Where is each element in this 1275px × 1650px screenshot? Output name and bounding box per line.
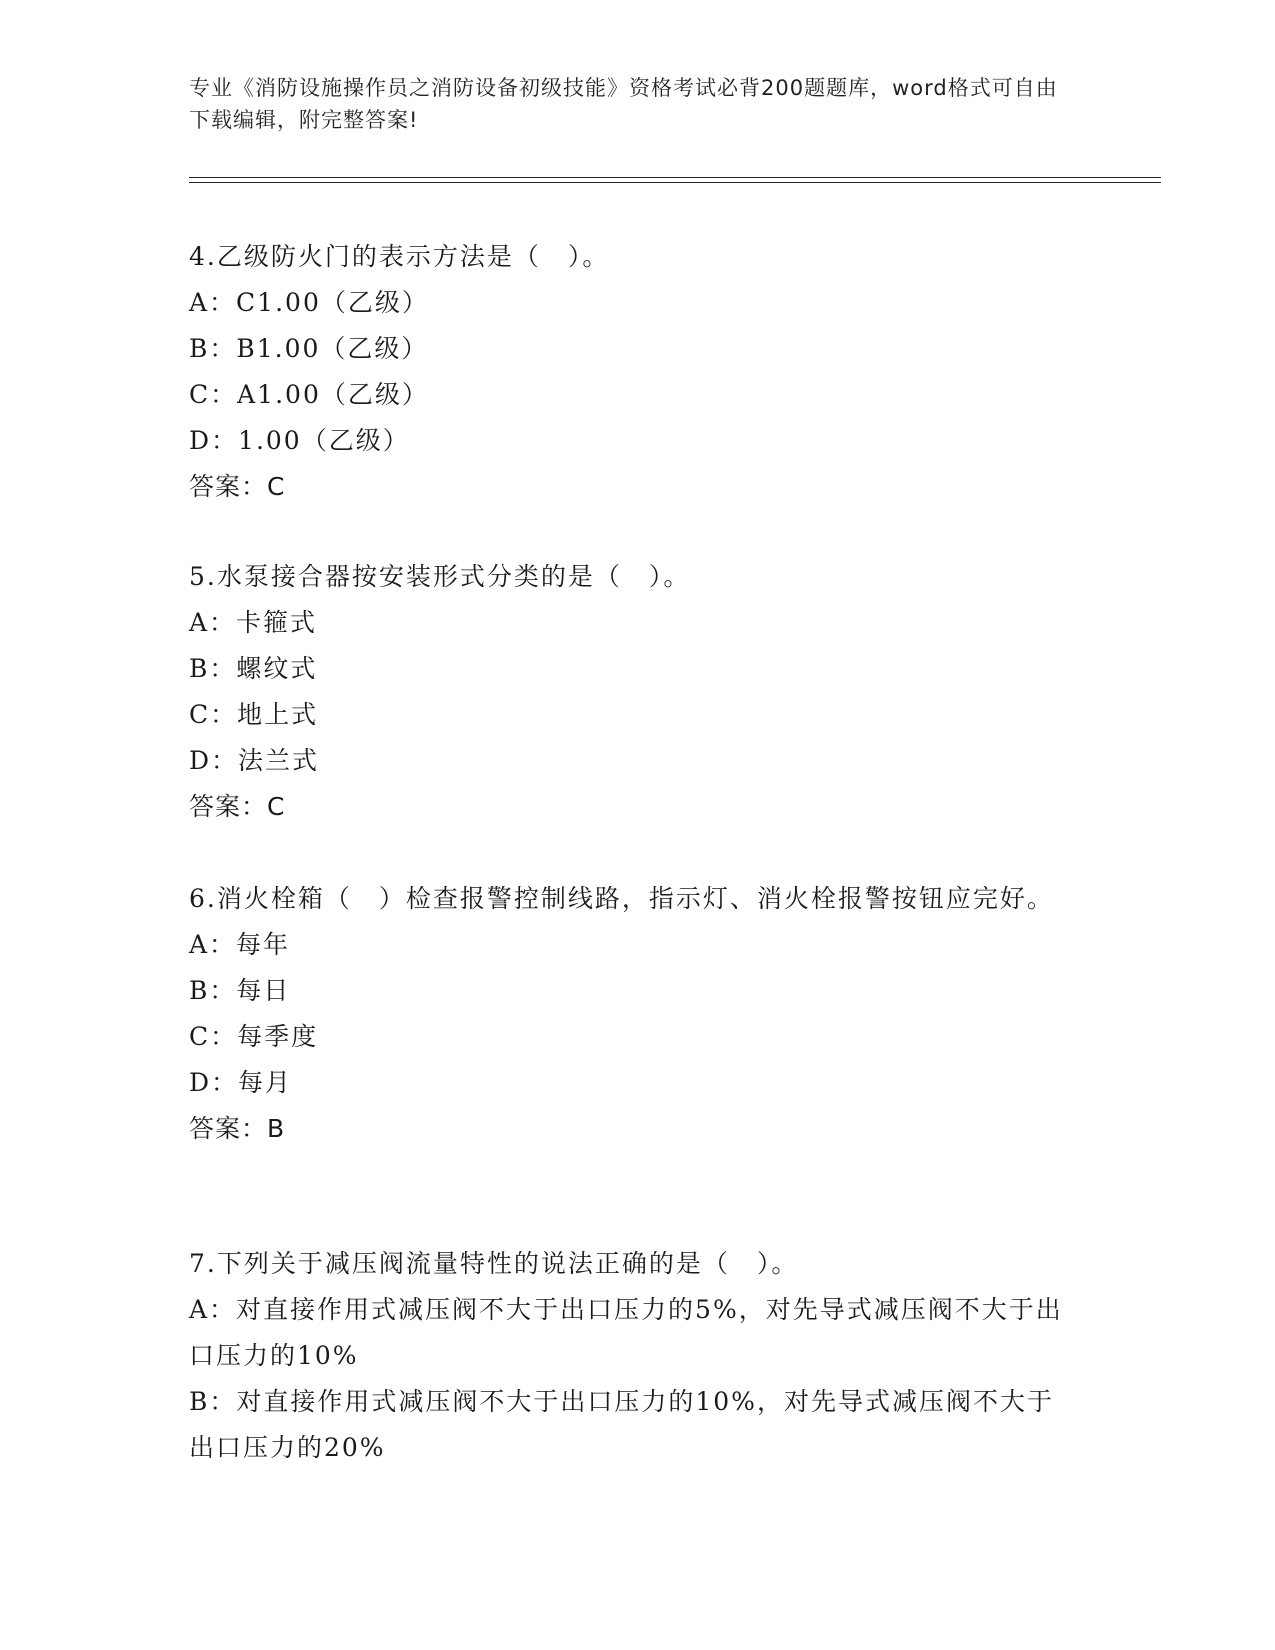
option-d: D：1.00（乙级） <box>189 426 410 455</box>
option-b: B：B1.00（乙级） <box>189 334 429 363</box>
question-5 <box>189 554 1089 830</box>
question-stem: 5.水泵接合器按安装形式分类的是（ ）。 <box>189 562 691 591</box>
question-stem: 6.消火栓箱（ ）检查报警控制线路，指示灯、消火栓报警按钮应完好。 <box>189 884 1054 913</box>
question-stem: 7.下列关于减压阀流量特性的说法正确的是（ ）。 <box>189 1249 799 1278</box>
question-4 <box>189 234 1089 510</box>
option-c: C：地上式 <box>189 700 319 729</box>
option-a: A：卡箍式 <box>189 608 318 637</box>
option-c: C：A1.00（乙级） <box>189 380 429 409</box>
answer-line: 答案：C <box>189 792 286 821</box>
answer-line: 答案：C <box>189 472 286 501</box>
question-stem: 4.乙级防火门的表示方法是（ ）。 <box>189 242 610 271</box>
option-c: C：每季度 <box>189 1022 319 1051</box>
question-6 <box>189 876 1089 1152</box>
option-d: D：每月 <box>189 1068 293 1097</box>
answer-line: 答案：B <box>189 1114 286 1143</box>
option-a: A：C1.00（乙级） <box>189 288 429 317</box>
option-a: A：每年 <box>189 930 291 959</box>
document-header: 专业《消防设施操作员之消防设备初级技能》资格考试必背200题题库，word格式可自由下载编辑，附完整答案! <box>189 76 1058 132</box>
option-b: B：对直接作用式减压阀不大于出口压力的10%，对先导式减压阀不大于出口压力的20% <box>189 1387 1054 1462</box>
header-divider-bottom <box>189 182 1161 183</box>
question-7 <box>189 1241 1089 1471</box>
option-d: D：法兰式 <box>189 746 320 775</box>
header-divider-top <box>189 177 1161 178</box>
option-b: B：每日 <box>189 976 291 1005</box>
option-b: B：螺纹式 <box>189 654 318 683</box>
option-a: A：对直接作用式减压阀不大于出口压力的5%，对先导式减压阀不大于出口压力的10% <box>189 1295 1063 1370</box>
